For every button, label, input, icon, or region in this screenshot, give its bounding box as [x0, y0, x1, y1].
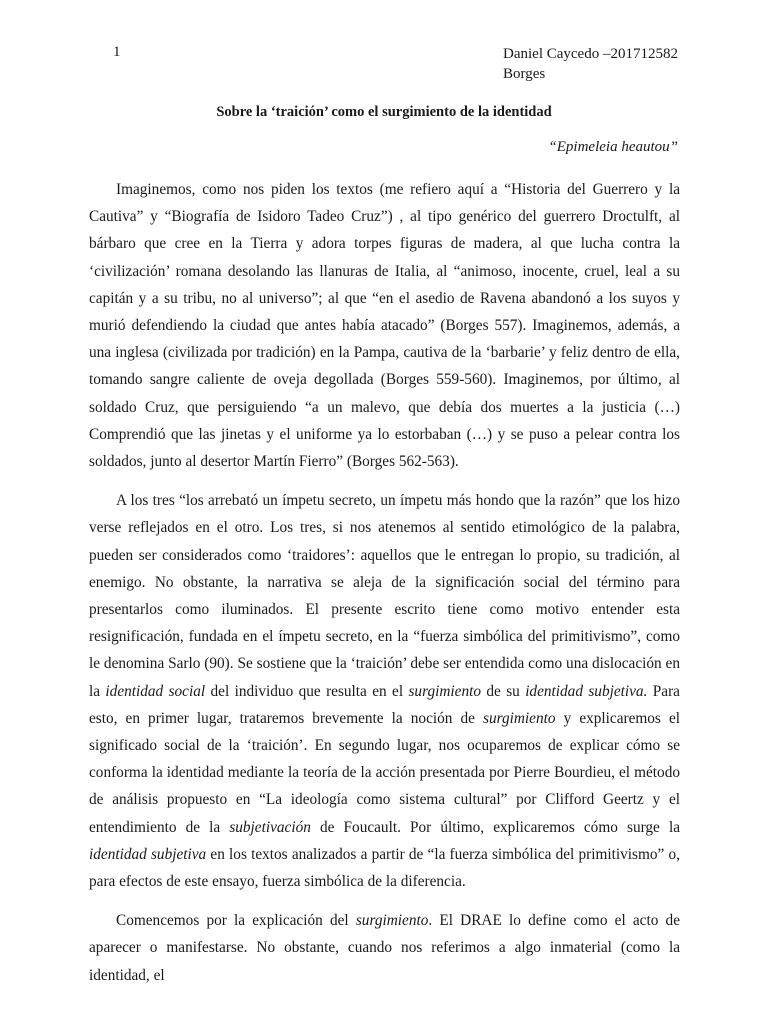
body-paragraph [89, 487, 680, 895]
paragraph-text: en los textos analizados a partir de “la fuerza simbólica del primitivismo” o, para efectos de este ensayo, fuerza simbólica de la diferencia. [89, 845, 681, 891]
paragraph-text: de Foucault. Por último, explicaremos cómo surge la [310, 818, 680, 836]
essay-title: Sobre la ‘traición’ como el surgimiento de la identidad [216, 104, 552, 120]
paragraph-text: Comencemos por la explicación del [116, 912, 356, 930]
course-name: Borges [503, 66, 546, 82]
italic-text: subjetivación [229, 818, 311, 836]
paragraph-text: del individuo que resulta en el [205, 682, 409, 700]
body-paragraph [89, 176, 680, 475]
author-id: Daniel Caycedo –201712582 [503, 46, 678, 62]
essay-body [89, 176, 680, 989]
body-paragraph [89, 907, 680, 989]
italic-text: identidad subjetiva [89, 845, 207, 863]
paragraph-text: A los tres “los arrebató un ímpetu secreto, un ímpetu más hondo que la razón” que los hizo verse reflejados en el otro. Los tres, si nos atenemos al sentido etimológico de la palabra, pueden ser considerados como ‘traidores’: aquellos que le entregan lo propio, su tradición, al enemigo. No obstante, la narrativa se aleja de la significación social del término para presentarlos como iluminados. El presente escrito tiene como motivo entender esta resignificación, fundada en el ímpetu secreto, en la “fuerza simbólica del primitivismo”, como le denomina Sarlo (90). Se sostiene que la ‘traición’ debe ser entendida como una dislocación en la [89, 492, 680, 700]
paragraph-text: de su [481, 682, 526, 700]
paragraph-text: Para esto, en primer lugar, trataremos brevemente la noción de [89, 682, 680, 727]
italic-text: surgimiento [355, 912, 429, 930]
italic-text: surgimiento [483, 709, 556, 727]
italic-text: surgimiento [408, 682, 481, 700]
paragraph-text: . El DRAE lo define como el acto de aparecer o manifestarse. No obstante, cuando nos referimos a algo inmaterial (como la identidad, el [89, 912, 680, 984]
italic-text: identidad subjetiva. [525, 682, 648, 700]
paragraph-text: y explicaremos el significado social de la ‘traición’. En segundo lugar, nos ocuparemos de explicar cómo se conforma la identidad mediante la teoría de la acción presentada por Pierre Bourdieu, el método de análisis propuesto en “La ideología como sistema cultural” por Clifford Geertz y el entendimiento de la [89, 709, 680, 836]
page-number: 1 [113, 44, 121, 60]
running-header [503, 44, 678, 84]
paragraph-text: Imaginemos, como nos piden los textos (me refiero aquí a “Historia del Guerrero y la Cautiva” y “Biografía de Isidoro Tadeo Cruz”) , al tipo genérico del guerrero Droctulft, al bárbaro que cree en la Tierra y adora torpes figuras de madera, al que lucha contra la ‘civilización’ romana desolando las llanuras de Italia, al “animoso, inocente, cruel, leal a su capitán y a su tribu, no al universo”; al que “en el asedio de Ravena abandonó a los suyos y murió defendiendo la ciudad que antes había atacado” (Borges 557). Imaginemos, además, a una inglesa (civilizada por tradición) en la Pampa, cautiva de la ‘barbarie’ y feliz dentro de ella, tomando sangre caliente de oveja degollada (Borges 559-560). Imaginemos, por último, al soldado Cruz, que persiguiendo “a un malevo, que debía dos muertes a la justicia (…) Comprendió que las jinetas y el uniforme ya lo estorbaban (…) y se puso a pelear contra los soldados, junto al desertor Martín Fierro” (Borges 562-563). [89, 181, 680, 471]
italic-text: identidad social [105, 682, 206, 700]
epigraph: “Epimeleia heautou” [548, 139, 678, 155]
